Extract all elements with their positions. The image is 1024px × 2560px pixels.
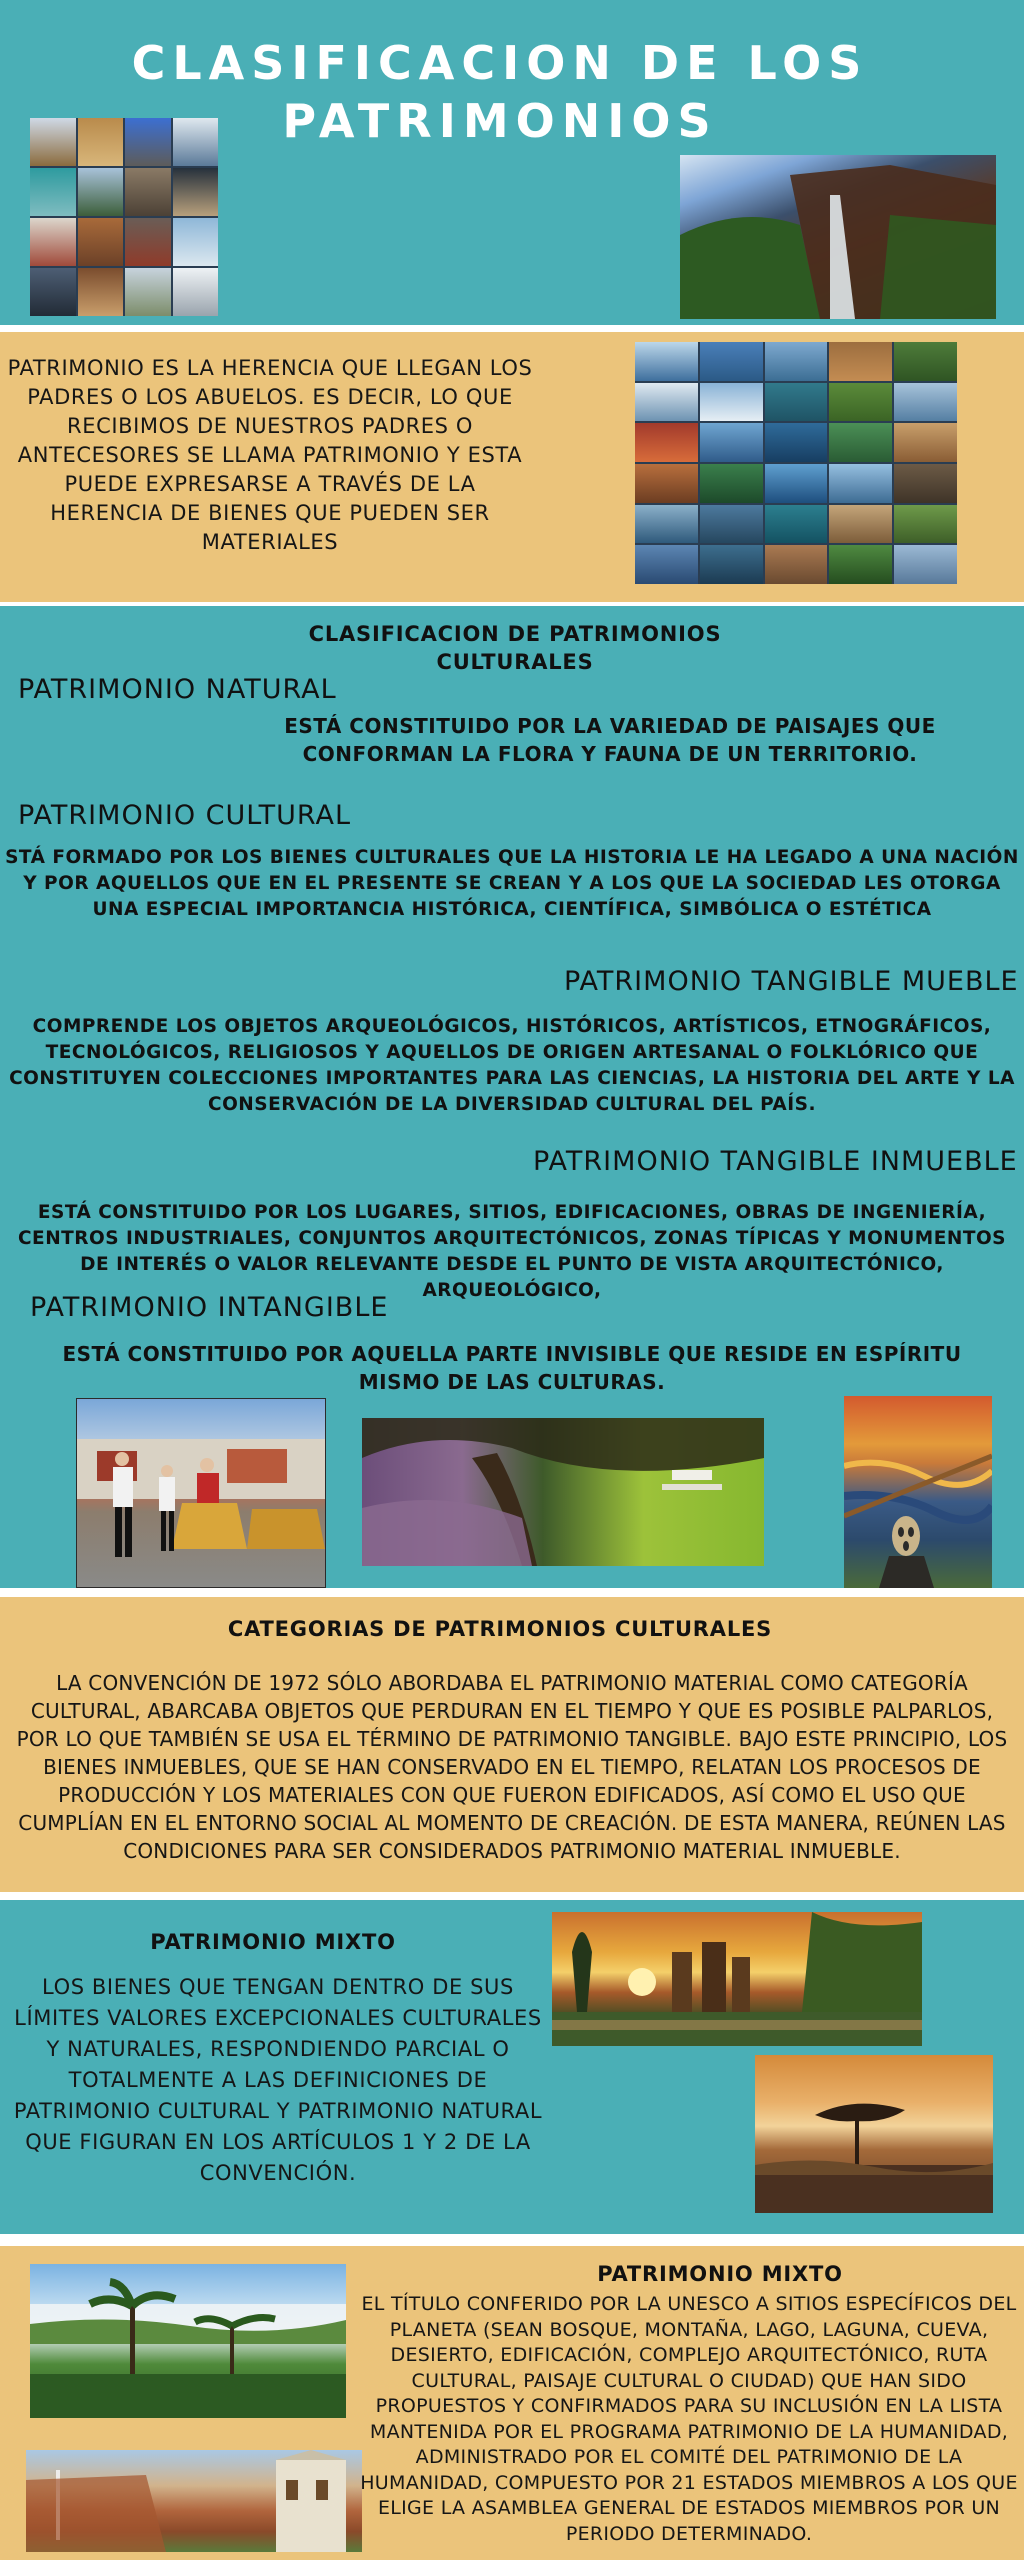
inmueble-title: PATRIMONIO TANGIBLE INMUEBLE <box>533 1146 1018 1177</box>
categorias-section <box>0 1597 1024 1892</box>
mueble-text: COMPRENDE LOS OBJETOS ARQUEOLÓGICOS, HISTÓRICOS, ARTÍSTICOS, ETNOGRÁFICOS, TECNOLÓGICOS, RELIGIOSOS Y AQUELLOS DE ORIGEN ARTESANAL O FOLKLÓRICO QUE CONSTITUYEN COLECCIONES IMPORTANTES PARA LAS CIENCIAS, LA HISTORIA DEL ARTE Y LA CONSERVACIÓN DE LA DIVERSIDAD CULTURAL DEL PAÍS. <box>9 1016 1015 1115</box>
intangible-title: PATRIMONIO INTANGIBLE <box>30 1292 389 1323</box>
clasificacion-section <box>0 606 1024 1588</box>
scream-illustration <box>844 1396 992 1588</box>
waterfall-tepui-image <box>680 155 996 319</box>
natural-landscapes-collage-image <box>635 342 957 584</box>
mixto-section-1 <box>0 1900 1024 2234</box>
page-title-line2: PATRIMONIOS <box>282 94 718 148</box>
folk-dancers-image <box>76 1398 326 1588</box>
header-section <box>0 0 1024 325</box>
cultural-text: STÁ FORMADO POR LOS BIENES CULTURALES QUE LA HISTORIA LE HA LEGADO A UNA NACIÓN Y POR AQUELLOS QUE EN EL PRESENTE SE CREAN Y A LOS QUE LA SOCIEDAD LES OTORGA UNA ESPECIAL IMPORTANCIA HISTÓRICA, CIENTÍFICA, SIMBÓLICA O ESTÉTICA <box>5 847 1019 920</box>
categorias-heading: CATEGORIAS DE PATRIMONIOS CULTURALES <box>227 1617 773 1641</box>
intro-text: PATRIMONIO ES LA HERENCIA QUE LLEGAN LOS PADRES O LOS ABUELOS. ES DECIR, LO QUE RECIBIMOS DE NUESTROS PADRES O ANTECESORES SE LLAMA PATRIMONIO Y ESTA PUEDE EXPRESARSE A TRAVÉS DE LA HERENCIA DE BIENES QUE PUEDEN SER MATERIALES <box>7 356 533 554</box>
monuments-collage-image <box>30 118 218 316</box>
the-scream-painting-image <box>844 1396 992 1588</box>
canyon-falls-image <box>26 2450 362 2552</box>
temple-illustration <box>552 1912 922 2046</box>
mixto1-text: LOS BIENES QUE TENGAN DENTRO DE SUS LÍMITES VALORES EXCEPCIONALES CULTURALES Y NATURALES, RESPONDIENDO PARCIAL O TOTALMENTE A LAS DEFINICIONES DE PATRIMONIO CULTURAL Y PATRIMONIO NATURAL QUE FIGURAN EN LOS ARTÍCULOS 1 Y 2 DE LA CONVENCIÓN. <box>13 1975 543 2185</box>
temple-sunset-image <box>552 1912 922 2046</box>
categorias-text: LA CONVENCIÓN DE 1972 SÓLO ABORDABA EL PATRIMONIO MATERIAL COMO CATEGORÍA CULTURAL, ABARCABA OBJETOS QUE PERDURAN EN EL TIEMPO Y QUE ES POSIBLE PALPARLOS, POR LO QUE TAMBIÉN SE USA EL TÉRMINO DE PATRIMONIO TANGIBLE. BAJO ESTE PRINCIPIO, LOS BIENES INMUEBLES, QUE SE HAN CONSERVADO EN EL TIEMPO, RELATAN LOS PROCESOS DE PRODUCCIÓN Y LOS MATERIALES CON QUE FUERON EDIFICADOS, ASÍ COMO EL USO QUE CUMPLÍAN EN EL ENTORNO SOCIAL AL MOMENTO DE CREACIÓN. DE ESTA MANERA, REÚNEN LAS CONDICIONES PARA SER CONSIDERADOS PATRIMONIO MATERIAL INMUEBLE. <box>16 1671 1008 1863</box>
mixto-section-2 <box>0 2246 1024 2560</box>
mixto1-heading: PATRIMONIO MIXTO <box>150 1930 396 1954</box>
canyon-illustration <box>26 2450 362 2552</box>
waterfall-illustration <box>680 155 996 319</box>
inmueble-text: ESTÁ CONSTITUIDO POR LOS LUGARES, SITIOS, EDIFICACIONES, OBRAS DE INGENIERÍA, CENTROS INDUSTRIALES, CONJUNTOS ARQUITECTÓNICOS, ZONAS TÍPICAS Y MONUMENTOS DE INTERÉS O VALOR RELEVANTE DESDE EL PUNTO DE VISTA ARQUITECTÓNICO, ARQUEOLÓGICO, <box>17 1202 1007 1301</box>
lakeside-tree-image <box>362 1418 764 1566</box>
page-title <box>100 34 900 150</box>
savanna-tree-sunset-image <box>755 2055 993 2213</box>
clasificacion-heading-line2: CULTURALES <box>436 650 594 674</box>
natural-title: PATRIMONIO NATURAL <box>18 674 337 705</box>
mueble-title: PATRIMONIO TANGIBLE MUEBLE <box>564 966 1019 997</box>
mixto2-heading: PATRIMONIO MIXTO <box>597 2262 843 2286</box>
cultural-title: PATRIMONIO CULTURAL <box>18 800 352 831</box>
savanna-illustration <box>755 2055 993 2213</box>
dancers-illustration <box>77 1399 325 1587</box>
intro-section <box>0 332 1024 602</box>
palms-illustration <box>30 2264 346 2418</box>
waterfalls-palms-image <box>30 2264 346 2418</box>
page-title-line1: CLASIFICACION DE LOS <box>131 36 869 90</box>
mixto2-text: EL TÍTULO CONFERIDO POR LA UNESCO A SITIOS ESPECÍFICOS DEL PLANETA (SEAN BOSQUE, MONTAÑA, LAGO, LAGUNA, CUEVA, DESIERTO, EDIFICACIÓN, COMPLEJO ARQUITECTÓNICO, RUTA CULTURAL, PAISAJE CULTURAL O CIUDAD) QUE HAN SIDO PROPUESTOS Y CONFIRMADOS PARA SU INCLUSIÓN EN LA LISTA MANTENIDA POR EL PROGRAMA PATRIMONIO DE LA HUMANIDAD, ADMINISTRADO POR EL COMITÉ DEL PATRIMONIO DE LA HUMANIDAD, COMPUESTO POR 21 ESTADOS MIEMBROS A LOS QUE ELIGE LA ASAMBLEA GENERAL DE ESTADOS MIEMBROS POR UN PERIODO DETERMINADO. <box>360 2293 1018 2545</box>
lake-illustration <box>362 1418 764 1566</box>
intangible-text: ESTÁ CONSTITUIDO POR AQUELLA PARTE INVISIBLE QUE RESIDE EN ESPÍRITU MISMO DE LAS CULTURAS. <box>62 1342 962 1394</box>
clasificacion-heading-line1: CLASIFICACION DE PATRIMONIOS <box>308 622 722 646</box>
natural-text: ESTÁ CONSTITUIDO POR LA VARIEDAD DE PAISAJES QUE CONFORMAN LA FLORA Y FAUNA DE UN TERRITORIO. <box>284 714 936 766</box>
clasificacion-heading <box>200 620 830 676</box>
